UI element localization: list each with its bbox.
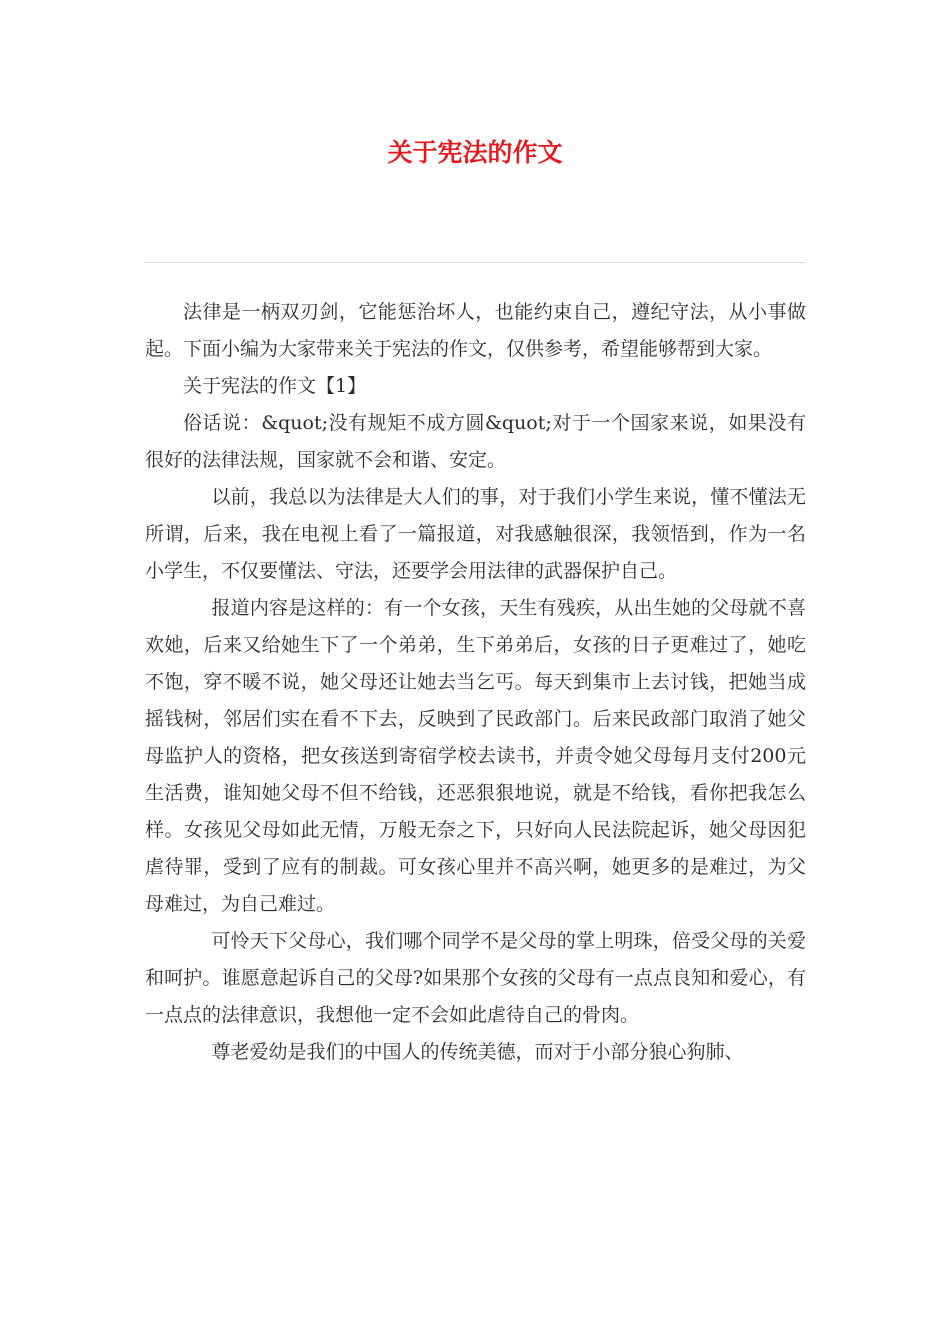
body-paragraph: 可怜天下父母心，我们哪个同学不是父母的掌上明珠，倍受父母的关爱和呵护。谁愿意起诉自己的父母?如果那个女孩的父母有一点点良知和爱心，有一点点的法律意识，我想他一定不会如此虐待自己的骨肉。: [145, 930, 806, 1026]
document-title: 关于宪法的作文: [387, 138, 563, 167]
title-divider: [145, 262, 806, 263]
body-paragraph: 报道内容是这样的：有一个女孩，天生有残疾，从出生她的父母就不喜欢她，后来又给她生下了一个弟弟，生下弟弟后，女孩的日子更难过了，她吃不饱，穿不暖不说，她父母还让她去当乞丐。每天到集市上去讨钱，把她当成摇钱树，邻居们实在看不下去，反映到了民政部门。后来民政部门取消了她父母监护人的资格，把女孩送到寄宿学校去读书，并责令她父母每月支付200元生活费，谁知她父母不但不给钱，还恶狠狠地说，就是不给钱，看你把我怎么样。女孩见父母如此无情，万般无奈之下，只好向人民法院起诉，她父母因犯虐待罪，受到了应有的制裁。可女孩心里并不高兴啊，她更多的是难过，为父母难过，为自己难过。: [145, 597, 806, 915]
section-heading: 关于宪法的作文【1】: [183, 375, 367, 397]
body-paragraph: 俗话说：&quot;没有规矩不成方圆&quot;对于一个国家来说，如果没有很好的法律法规，国家就不会和谐、安定。: [145, 412, 806, 471]
body-paragraph: 以前，我总以为法律是大人们的事，对于我们小学生来说，懂不懂法无所谓，后来，我在电视上看了一篇报道，对我感触很深，我领悟到，作为一名小学生，不仅要懂法、守法，还要学会用法律的武器保护自己。: [145, 486, 806, 582]
intro-paragraph: 法律是一柄双刃剑，它能惩治坏人，也能约束自己，遵纪守法，从小事做起。下面小编为大家带来关于宪法的作文，仅供参考，希望能够帮到大家。: [145, 301, 806, 360]
document-body: [145, 294, 806, 1071]
body-paragraph: 尊老爱幼是我们的中国人的传统美德，而对于小部分狼心狗肺、: [211, 1041, 744, 1063]
